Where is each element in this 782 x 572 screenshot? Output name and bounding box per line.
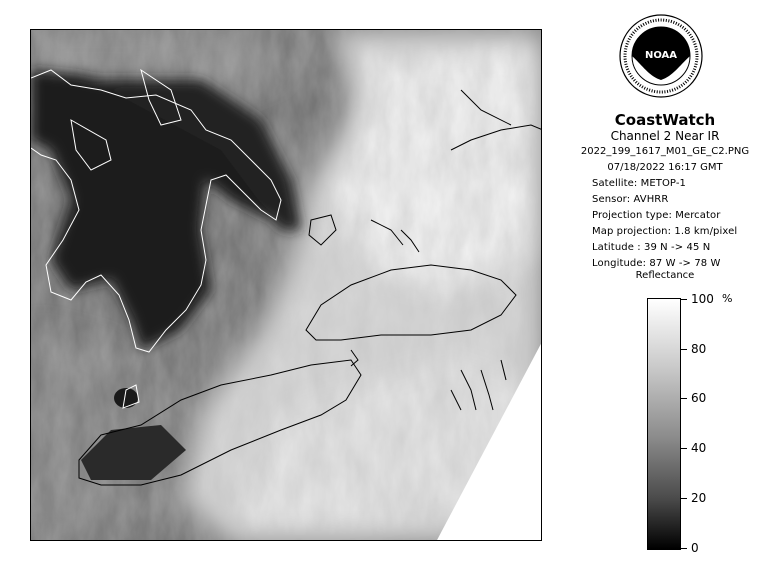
colorbar-tick: [681, 398, 687, 399]
colorbar-tick-label: 100: [691, 292, 714, 306]
sensor-label: Sensor: AVHRR: [592, 194, 669, 205]
projection-type-label: Projection type: Mercator: [592, 210, 721, 221]
colorbar-tick-label: 20: [691, 491, 707, 505]
reflectance-colorbar: [647, 298, 681, 550]
colorbar-tick-label: 80: [691, 342, 707, 356]
filename-label: 2022_199_1617_M01_GE_C2.PNG: [580, 146, 750, 157]
channel-label: Channel 2 Near IR: [610, 129, 720, 143]
datetime-label: 07/18/2022 16:17 GMT: [607, 162, 723, 173]
longitude-label: Longitude: 87 W -> 78 W: [592, 258, 721, 269]
map-projection-label: Map projection: 1.8 km/pixel: [592, 226, 738, 237]
colorbar-tick: [681, 548, 687, 549]
colorbar-tick: [681, 349, 687, 350]
brand-title: CoastWatch: [614, 111, 716, 129]
satellite-image: [30, 29, 542, 541]
colorbar-tick-label: 0: [691, 541, 699, 555]
logo-center-text: NOAA: [644, 50, 678, 61]
satellite-label: Satellite: METOP-1: [592, 178, 687, 189]
latitude-label: Latitude : 39 N -> 45 N: [592, 242, 711, 253]
colorbar-tick: [681, 498, 687, 499]
colorbar-tick: [681, 299, 687, 300]
colorbar-unit: %: [722, 292, 733, 305]
colorbar-tick-label: 60: [691, 391, 707, 405]
noaa-logo: [619, 14, 703, 98]
colorbar-tick-label: 40: [691, 441, 707, 455]
colorbar-tick: [681, 448, 687, 449]
map-svg: [31, 30, 542, 541]
colorbar-title: Reflectance: [635, 270, 695, 281]
